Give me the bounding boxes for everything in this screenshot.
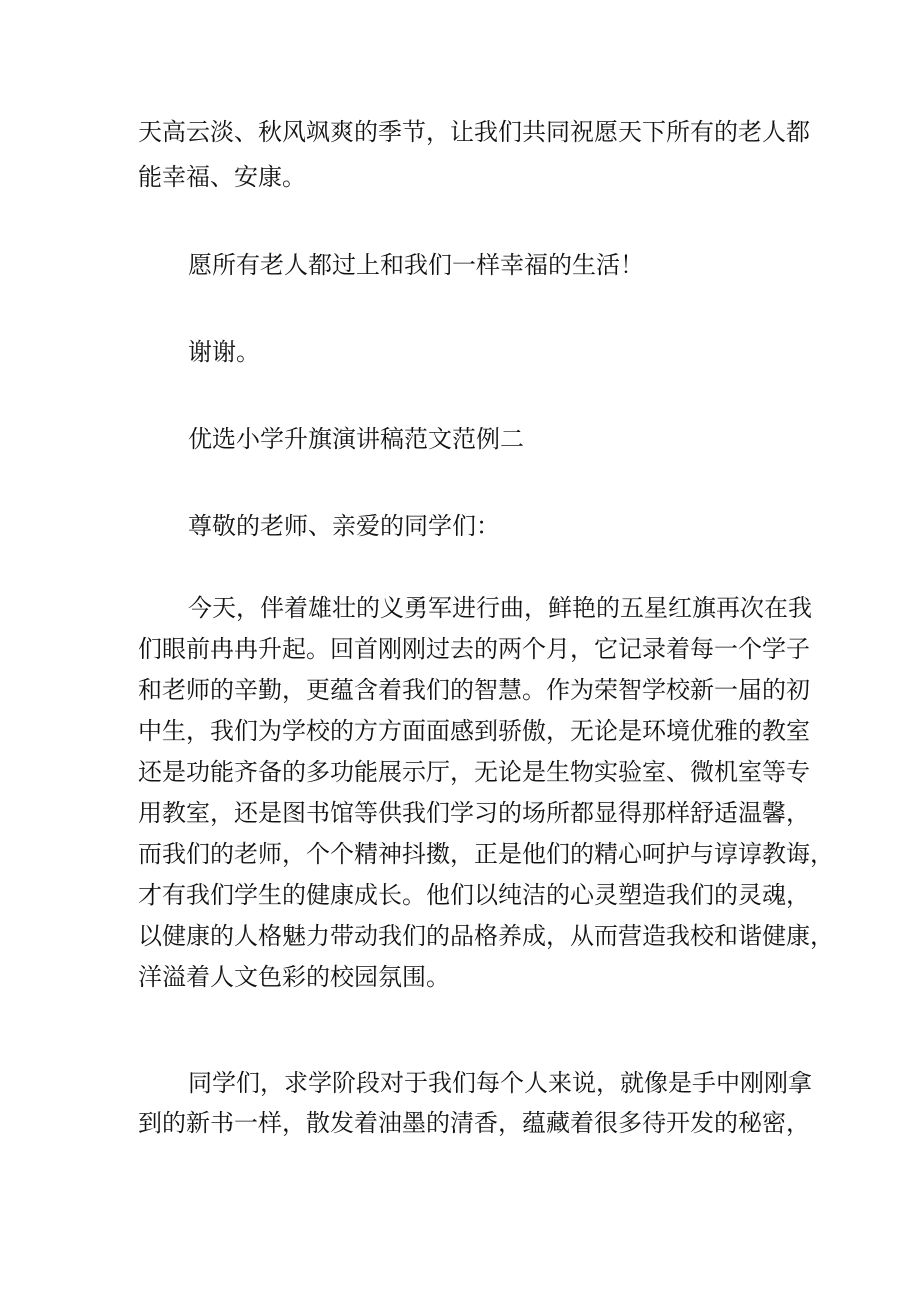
paragraph-line: 用教室，还是图书馆等供我们学习的场所都显得那样舒适温馨， [138, 799, 810, 827]
paragraph-line: 到的新书一样，散发着油墨的清香，蕴藏着很多待开发的秘密， [138, 1109, 810, 1137]
paragraph-line: 而我们的老师，个个精神抖擞，正是他们的精心呵护与谆谆教诲， [138, 840, 834, 868]
paragraph-line: 还是功能齐备的多功能展示厅，无论是生物实验室、微机室等专 [138, 758, 810, 786]
paragraph-line: 愿所有老人都过上和我们一样幸福的生活！ [188, 251, 644, 279]
paragraph-line: 天高云淡、秋风飒爽的季节，让我们共同祝愿天下所有的老人都 [138, 118, 810, 146]
paragraph-line: 和老师的辛勤，更蕴含着我们的智慧。作为荣智学校新一届的初 [138, 676, 810, 704]
paragraph-line: 才有我们学生的健康成长。他们以纯洁的心灵塑造我们的灵魂， [138, 881, 810, 909]
paragraph-line: 以健康的人格魅力带动我们的品格养成，从而营造我校和谐健康， [138, 922, 834, 950]
paragraph-line: 同学们，求学阶段对于我们每个人来说，就像是手中刚刚拿 [188, 1069, 812, 1097]
paragraph-line: 能幸福、安康。 [138, 163, 306, 191]
paragraph-line: 谢谢。 [188, 338, 260, 366]
section-heading: 优选小学升旗演讲稿范文范例二 [188, 425, 524, 453]
paragraph-line: 中生，我们为学校的方方面面感到骄傲，无论是环境优雅的教室 [138, 717, 810, 745]
paragraph-line: 今天，伴着雄壮的义勇军进行曲，鲜艳的五星红旗再次在我 [188, 594, 812, 622]
paragraph-line: 们眼前冉冉升起。回首刚刚过去的两个月，它记录着每一个学子 [138, 635, 810, 663]
paragraph-line: 洋溢着人文色彩的校园氛围。 [138, 963, 450, 991]
salutation: 尊敬的老师、亲爱的同学们： [188, 512, 500, 540]
